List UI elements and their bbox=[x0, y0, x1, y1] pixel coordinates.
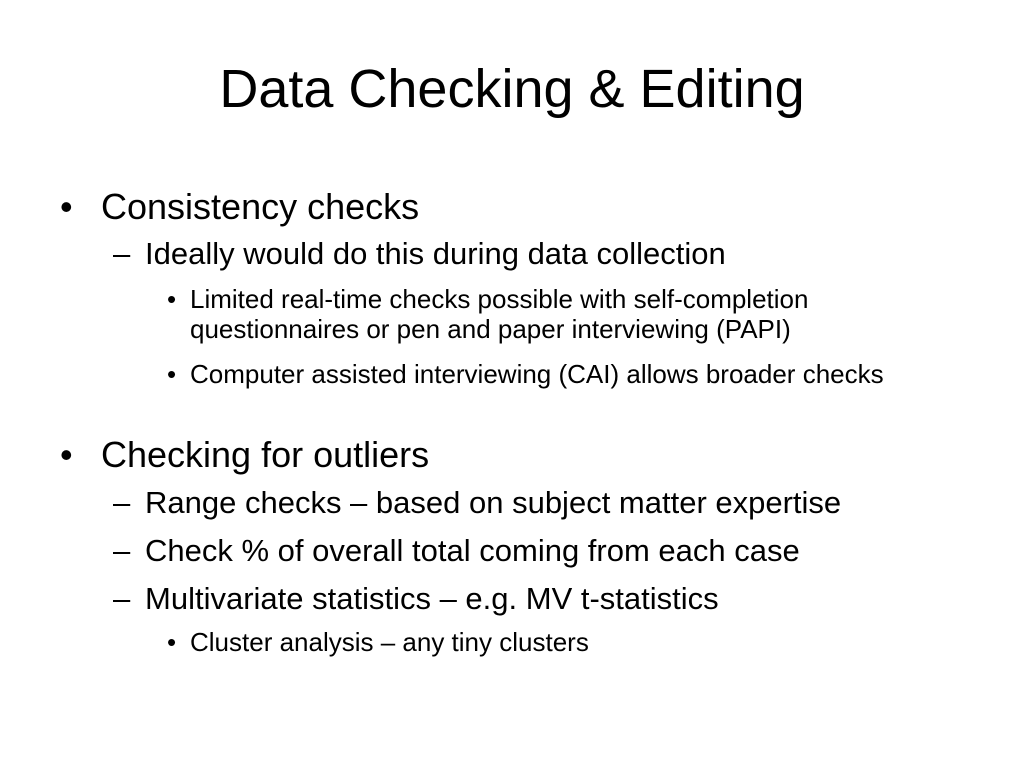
bullet-text: Computer assisted interviewing (CAI) allows broader checks bbox=[190, 359, 884, 389]
bullet-item-level-3 bbox=[0, 284, 1024, 344]
bullet-item-level-2 bbox=[0, 581, 1024, 617]
bullet-text: Multivariate statistics – e.g. MV t-statistics bbox=[145, 581, 719, 616]
bullet-marker: • bbox=[60, 186, 73, 227]
dash-marker: – bbox=[113, 533, 131, 568]
dash-marker: – bbox=[113, 581, 131, 616]
bullet-item-level-2 bbox=[0, 533, 1024, 569]
dash-marker: – bbox=[113, 236, 131, 271]
bullet-text: Check % of overall total coming from each case bbox=[145, 533, 800, 568]
bullet-item-level-1 bbox=[0, 434, 1024, 476]
slide-title: Data Checking & Editing bbox=[219, 59, 805, 119]
bullet-item-level-3 bbox=[0, 627, 1024, 657]
bullet-marker: • bbox=[167, 627, 177, 657]
bullet-text: Range checks – based on subject matter expertise bbox=[145, 485, 842, 520]
bullet-item-level-3 bbox=[0, 359, 1024, 419]
bullet-text: Consistency checks bbox=[101, 186, 420, 227]
bullet-text: Limited real-time checks possible with self-completion questionnaires or pen and paper interviewing (PAPI) bbox=[190, 284, 809, 344]
bullet-item-level-1 bbox=[0, 186, 1024, 228]
bullet-marker: • bbox=[167, 284, 177, 314]
dash-marker: – bbox=[113, 485, 131, 520]
bullet-item-level-2 bbox=[0, 236, 1024, 272]
bullet-text: Checking for outliers bbox=[101, 434, 430, 475]
bullet-text: Cluster analysis – any tiny clusters bbox=[190, 627, 589, 657]
bullet-marker: • bbox=[60, 434, 73, 475]
bullet-text: Ideally would do this during data collection bbox=[145, 236, 726, 271]
bullet-marker: • bbox=[167, 359, 177, 389]
bullet-item-level-2 bbox=[0, 485, 1024, 521]
